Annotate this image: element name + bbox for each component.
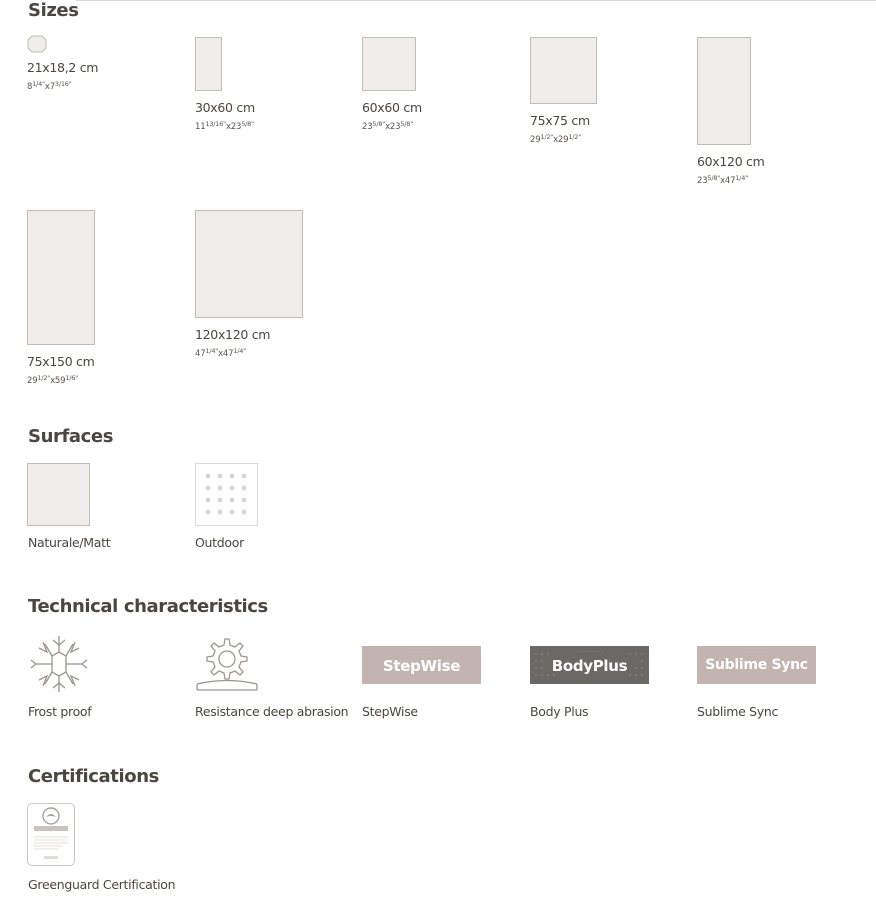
size-inches: $29^{1/2"}x59^{1/6"}$ <box>27 374 78 386</box>
size-inches: $47^{1/4"}x47^{1/4"}$ <box>195 347 246 359</box>
greenguard-seal-icon <box>28 804 74 865</box>
tech-label-sublime-sync: Sublime Sync <box>697 704 779 719</box>
size-inches: $23^{5/8"}x23^{5/8"}$ <box>362 120 413 132</box>
surface-label-outdoor: Outdoor <box>195 535 244 550</box>
size-label: 75x75 cm <box>530 113 590 128</box>
sizes-heading: Sizes <box>28 0 79 21</box>
bodyplus-badge[interactable] <box>530 646 649 684</box>
tech-label-stepwise: StepWise <box>362 704 418 719</box>
badge-tagline-dots: · · · · · · · · · · <box>743 650 770 654</box>
size-label: 120x120 cm <box>195 327 271 342</box>
size-inches: $23^{5/8"}x47^{1/4"}$ <box>697 174 748 186</box>
top-divider <box>76 0 876 1</box>
size-label: 60x60 cm <box>362 100 422 115</box>
size-item-21x18[interactable] <box>27 35 177 95</box>
badge-tagline-dots: · · · · · · · · · · <box>408 650 435 654</box>
certifications-heading: Certifications <box>28 766 159 787</box>
size-item-30x60[interactable] <box>195 37 345 137</box>
outdoor-dots-swatch[interactable] <box>195 463 258 526</box>
size-label: 75x150 cm <box>27 354 95 369</box>
stepwise-badge[interactable] <box>362 646 481 684</box>
size-label: 60x120 cm <box>697 154 765 169</box>
surface-label-matt: Naturale/Matt <box>28 535 111 550</box>
badge-tagline-dots: · · · · · · · · · · <box>576 650 603 654</box>
size-item-60x120[interactable] <box>697 37 847 192</box>
tile-120x120 <box>195 210 303 318</box>
snowflake-icon <box>27 634 91 694</box>
tile-75x150 <box>27 210 95 345</box>
tech-label-frost-proof: Frost proof <box>28 704 92 719</box>
hexagon-tile-icon <box>27 35 47 53</box>
sublime-sync-logo-text: Sublime Sync <box>705 657 808 673</box>
certification-label-greenguard: Greenguard Certification <box>28 877 176 892</box>
stepwise-logo-text: StepWise <box>382 657 461 675</box>
size-inches: $11^{13/16"}x23^{5/8"}$ <box>195 120 254 132</box>
dots-pattern-icon <box>196 464 257 525</box>
tile-60x120 <box>697 37 751 145</box>
size-inches: $29^{1/2"}x29^{1/2"}$ <box>530 133 581 145</box>
tile-30x60 <box>195 37 222 91</box>
size-inches: $8^{1/4"}x7^{3/16"}$ <box>27 80 72 92</box>
matt-surface-swatch[interactable] <box>27 463 90 526</box>
size-item-120x120[interactable] <box>195 210 345 365</box>
size-label: 21x18,2 cm <box>27 60 99 75</box>
gear-abrasion-icon <box>195 634 259 694</box>
sublime-sync-badge[interactable] <box>697 646 816 684</box>
size-item-75x150[interactable] <box>27 210 177 390</box>
size-item-75x75[interactable] <box>530 37 680 152</box>
greenguard-logo[interactable] <box>27 803 75 866</box>
size-label: 30x60 cm <box>195 100 255 115</box>
tech-label-bodyplus: Body Plus <box>530 704 589 719</box>
tech-label-abrasion: Resistance deep abrasion <box>195 704 349 719</box>
size-item-60x60[interactable] <box>362 37 512 137</box>
technical-heading: Technical characteristics <box>28 596 268 617</box>
tile-60x60 <box>362 37 416 91</box>
surfaces-heading: Surfaces <box>28 426 114 447</box>
bodyplus-logo-text: BodyPlus <box>551 657 628 675</box>
tile-75x75 <box>530 37 597 104</box>
